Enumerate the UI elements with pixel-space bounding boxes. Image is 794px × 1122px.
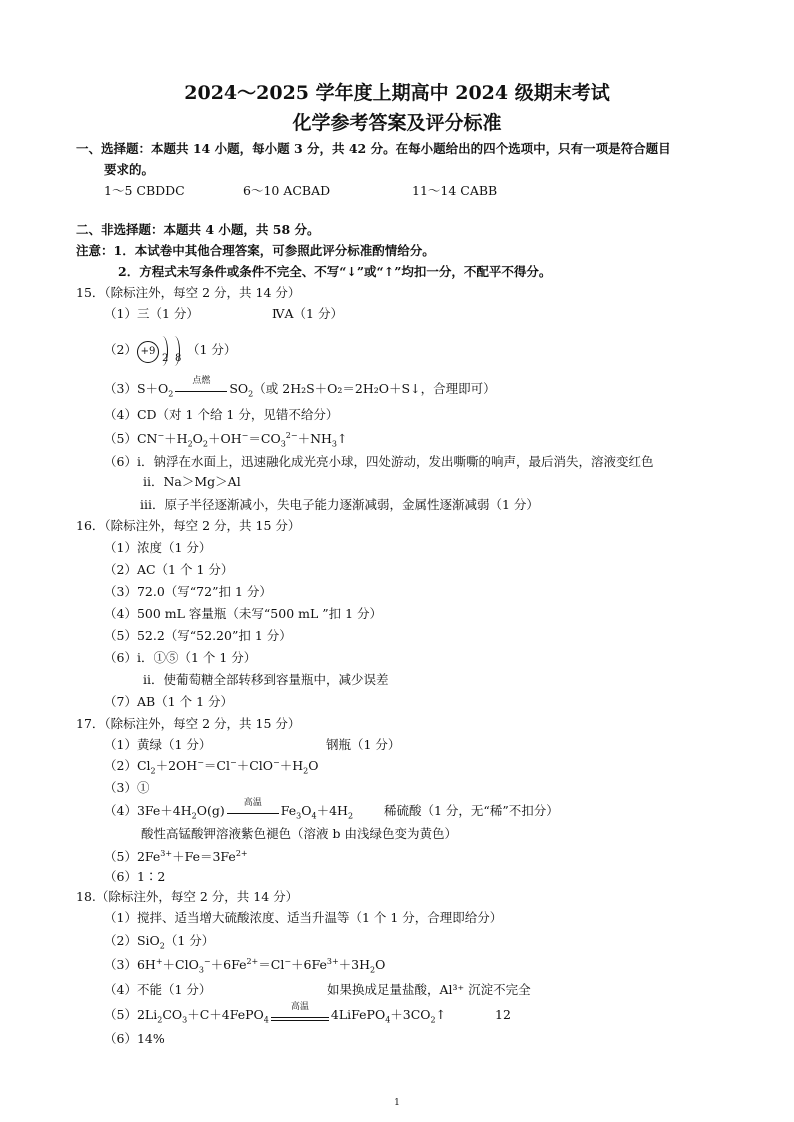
q18-heading: 18.（除标注外，每空 2 分，共 14 分） — [76, 889, 299, 904]
choice-answers-3: 11～14 CABB — [412, 183, 498, 198]
choice-answers-1: 1～5 CBDDC — [104, 183, 185, 198]
note-2: 2．方程式未写条件或条件不完全、不写“↓”或“↑”均扣一分，不配平不得分。 — [118, 264, 552, 279]
reaction-arrow: 高温 — [227, 805, 279, 819]
q16-answer-6ii: ⅱ．使葡萄糖全部转移到容量瓶中，减少误差 — [143, 672, 389, 687]
note-1: 注意：1．本试卷中其他合理答案，可参照此评分标准酌情给分。 — [76, 243, 435, 258]
q16-answer-3: （3）72.0（写“72”扣 1 分） — [104, 584, 272, 599]
q16-answer-7: （7）AB（1 个 1 分） — [104, 694, 233, 709]
page-subtitle: 化学参考答案及评分标准 — [292, 112, 502, 134]
q17-answer-3: （3）① — [104, 780, 150, 795]
q18-answer-6: （6）14% — [104, 1031, 165, 1046]
q17-answer-6: （6）1∶2 — [104, 869, 166, 884]
q18-answer-4b: 如果换成足量盐酸，Al³⁺ 沉淀不完全 — [327, 982, 531, 997]
q16-answer-2: （2）AC（1 个 1 分） — [104, 562, 234, 577]
choice-answers-2: 6～10 ACBAD — [243, 183, 331, 198]
part1-heading: 一、选择题：本题共 14 小题，每小题 3 分，共 42 分。在每小题给出的四个选项中，只有一项是符合题目 — [76, 141, 671, 156]
q17-answer-4: $(4)3Fe+4H_2O(g)$ 高温 $Fe_3O_4+4H_2$ — [104, 797, 354, 821]
page-number: 1 — [394, 1098, 400, 1108]
q17-answer-1b: 钢瓶（1 分） — [326, 737, 401, 752]
q15-answer-6iii: ⅲ．原子半径逐渐减小，失电子能力逐渐减弱，金属性逐渐减弱（1 分） — [140, 497, 539, 512]
q17-answer-4c: 酸性高锰酸钾溶液紫色褪色（溶液 b 由浅绿色变为黄色） — [141, 826, 457, 841]
q17-answer-2: $(2)Cl_2+2OH^-=Cl^-+ClO^-+H_2O$ — [104, 757, 319, 776]
q16-answer-5: （5）52.2（写“52.20”扣 1 分） — [104, 628, 292, 643]
q15-heading: 15．（除标注外，每空 2 分，共 14 分） — [76, 285, 301, 300]
q18-answer-2: （2）SiO$_2$（1 分） — [104, 933, 215, 951]
page-title: 2024～2025 学年度上期高中 2024 级期末考试 — [184, 82, 610, 104]
q16-answer-4: （4）500 mL 容量瓶（未写“500 mL ”扣 1 分） — [104, 606, 383, 621]
part1-heading-cont: 要求的。 — [104, 162, 155, 177]
q18-answer-5-value: 12 — [495, 1007, 511, 1022]
q15-answer-1b: ⅣA（1 分） — [272, 306, 343, 321]
q17-answer-1a: （1）黄绿（1 分） — [104, 737, 212, 752]
q18-answer-5: $(5)2Li_2CO_3+C+4FePO_4$ 高温 $4LiFePO_4+3CO_2↑$ — [104, 1001, 447, 1025]
q15-answer-2: （2） +9 2 8 （1 分） — [104, 334, 236, 366]
q17-answer-4b: 稀硫酸（1 分，无“稀”不扣分） — [384, 803, 559, 818]
q18-answer-3: $(3)6H^++ClO_3^-+6Fe^{2+}=Cl^-+6Fe^{3+}+3H_2O$ — [104, 956, 386, 975]
q15-answer-6ii: ⅱ．Na＞Mg＞Al — [143, 474, 241, 489]
q15-answer-3: $(3)S+O_2$ 点燃 $SO_2$（或 2H₂S＋O₂＝2H₂O＋S↓，合理即可） — [104, 375, 496, 399]
q18-answer-4a: （4）不能（1 分） — [104, 982, 212, 997]
nucleus: +9 — [137, 341, 159, 363]
q17-answer-5: $(5)2Fe^{3+}+Fe=3Fe^{2+}$ — [104, 848, 248, 864]
q15-answer-4: （4）CD（对 1 个给 1 分，见错不给分） — [104, 407, 339, 422]
reaction-arrow: 点燃 — [175, 383, 227, 397]
q16-heading: 16．（除标注外，每空 2 分，共 15 分） — [76, 518, 301, 533]
q17-heading: 17．（除标注外，每空 2 分，共 15 分） — [76, 716, 301, 731]
q15-answer-5: $(5)CN^-+H_2O_2+OH^-=CO_3^{2-}+NH_3↑$ — [104, 430, 348, 449]
q18-answer-1: （1）搅拌、适当增大硫酸浓度、适当升温等（1 个 1 分，合理即给分） — [104, 910, 503, 925]
reaction-arrow: 高温 — [271, 1009, 329, 1023]
q15-answer-1a: （1）三（1 分） — [104, 306, 199, 321]
part2-heading: 二、非选择题：本题共 4 小题，共 58 分。 — [76, 222, 320, 237]
q15-answer-6i: （6）ⅰ．钠浮在水面上，迅速融化成光亮小球，四处游动，发出嘶嘶的响声，最后消失，溶液变红色 — [104, 454, 654, 469]
q16-answer-6i: （6）ⅰ．①⑤（1 个 1 分） — [104, 650, 257, 665]
q16-answer-1: （1）浓度（1 分） — [104, 540, 212, 555]
atom-structure-diagram: +9 2 8 — [137, 336, 187, 366]
